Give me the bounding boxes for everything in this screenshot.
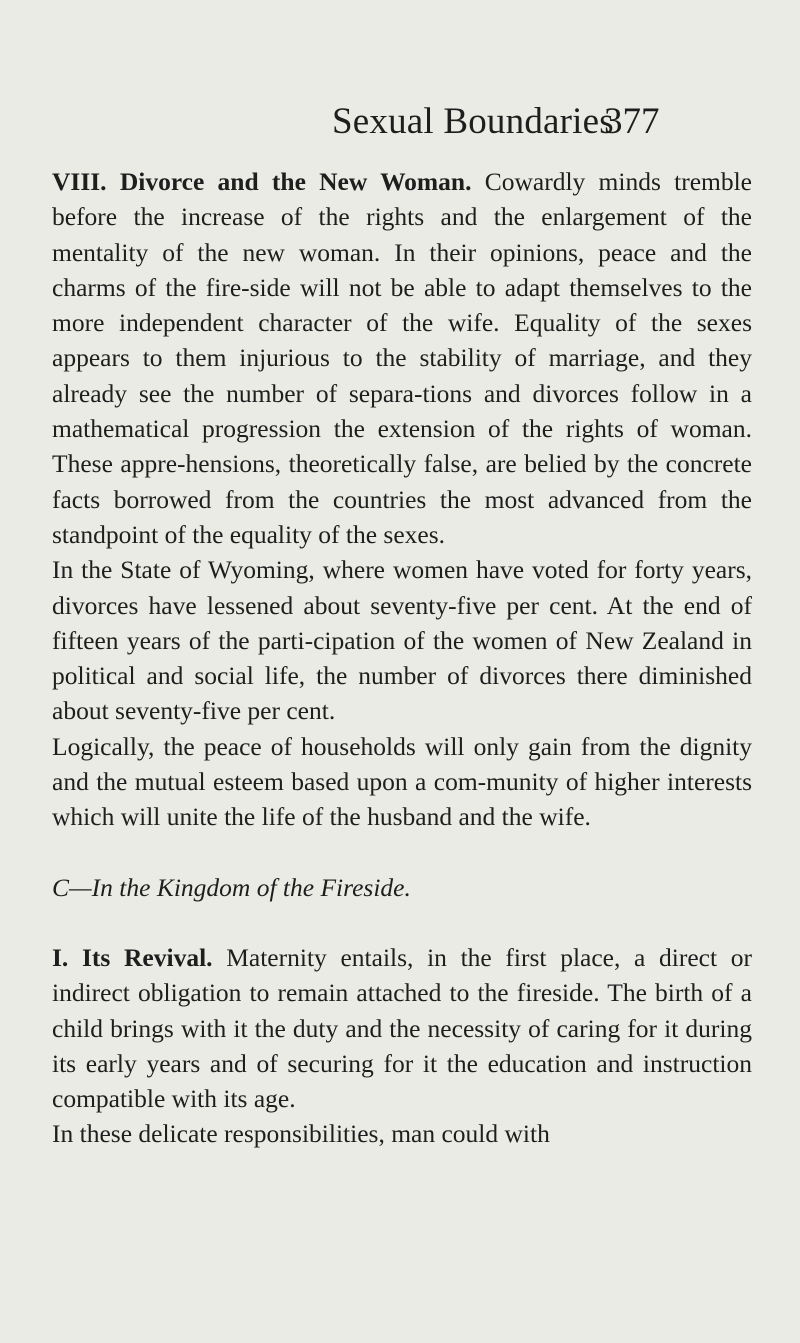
running-title: Sexual Boundaries bbox=[332, 101, 614, 142]
spacer bbox=[52, 835, 752, 870]
section-viii-paragraph-1 bbox=[52, 164, 752, 552]
paragraph-text: Maternity entails, in the first place, a direct or indirect obligation to remain attached to the fireside. The birth of a child brings with it the duty and the necessity of caring for it during its early years and of securing for it the education and instruction compatible with its age. bbox=[52, 942, 752, 1114]
section-number: VIII. bbox=[52, 167, 107, 196]
section-number: I. bbox=[52, 942, 69, 972]
section-viii-paragraph-3: Logically, the peace of households will only gain from the dignity and the mutual esteem based upon a com-munity of higher interests which will unite the life of the husband and the wife. bbox=[52, 731, 752, 832]
section-i-paragraph-2: In these delicate responsibilities, man could with bbox=[52, 1119, 550, 1149]
section-i-paragraph-1 bbox=[52, 940, 752, 1116]
page-body bbox=[52, 164, 752, 1152]
page-number: 377 bbox=[604, 101, 660, 142]
section-title: Divorce and the New Woman. bbox=[119, 167, 472, 196]
section-title: Its Revival. bbox=[82, 942, 213, 972]
paragraph-text: Cowardly minds tremble before the increase of the rights and the enlargement of the mentality of the new woman. In their opinions, peace and the charms of the fire-side will not be able to adapt themselves to the more independent character of the wife. Equality of the sexes appears to them injurious to the stability of marriage, and they already see the number of separa-tions and divorces follow in a mathematical progression the extension of the rights of woman. These appre-hensions, theoretically false, are belied by the concrete facts borrowed from the countries the most advanced from the standpoint of the equality of the sexes. bbox=[52, 167, 753, 549]
spacer bbox=[52, 905, 752, 940]
subheading: C—In the Kingdom of the Fireside. bbox=[52, 872, 411, 902]
section-viii-paragraph-2: In the State of Wyoming, where women have voted for forty years, divorces have lessened about seventy-five per cent. At the end of fifteen years of the parti-cipation of the women of New Zealand in political and social life, the number of divorces there diminished about seventy-five per cent. bbox=[52, 555, 752, 726]
